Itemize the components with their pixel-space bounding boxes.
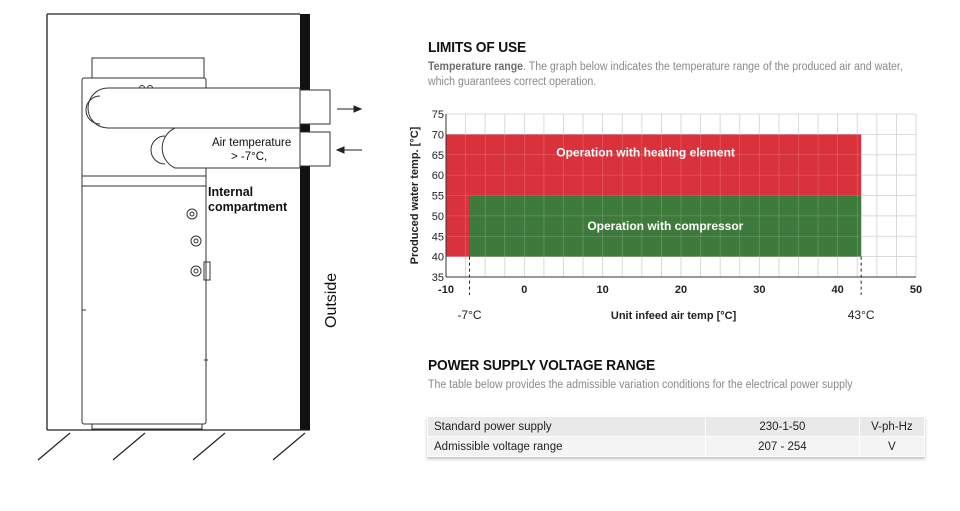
x-tick-label: 0	[521, 284, 528, 296]
y-tick-label: 70	[431, 129, 444, 142]
table-row	[428, 417, 925, 437]
limits-title: LIMITS OF USE	[428, 39, 527, 56]
air-ducts	[86, 88, 330, 168]
y-tick-label: 55	[431, 190, 444, 203]
y-tick-label: 50	[431, 210, 444, 223]
x-tick-label: 50	[909, 284, 923, 296]
x-axis-label: Unit infeed air temp [°C]	[610, 310, 737, 322]
x-tick-label: 30	[753, 284, 766, 296]
outside-wall	[300, 14, 310, 430]
row-unit: V	[859, 437, 924, 457]
row-value: 207 - 254	[706, 437, 860, 457]
outside-label: Outside	[323, 272, 340, 328]
air-temperature-label-1: Air temperature	[212, 137, 292, 149]
chart-regions	[446, 114, 916, 277]
pipe-fittings	[187, 209, 210, 280]
region-label: Operation with heating element	[556, 145, 735, 160]
y-tick-label: 40	[431, 251, 444, 264]
air-flow-arrows	[337, 106, 362, 153]
limits-description	[428, 60, 916, 90]
y-tick-label: 75	[431, 109, 444, 121]
y-axis-label: Produced water temp. [°C]	[409, 126, 421, 265]
temperature-range-chart	[400, 100, 940, 330]
y-tick-label: 35	[431, 272, 444, 284]
row-unit: V-ph-Hz	[859, 417, 924, 437]
row-value: 230-1-50	[706, 417, 860, 437]
power-description: The table below provides the admissible variation conditions for the electrical power supply	[428, 379, 853, 391]
x-tick-label: 10	[596, 284, 609, 296]
marker-label: 43°C	[847, 308, 875, 322]
installation-diagram	[0, 0, 400, 511]
power-supply-table	[427, 416, 925, 457]
y-tick-label: 65	[431, 149, 444, 162]
row-label: Standard power supply	[428, 417, 706, 437]
air-temperature-label-2: > -7°C,	[231, 151, 268, 163]
row-label: Admissible voltage range	[428, 437, 706, 457]
internal-compartment-label-2: compartment	[208, 200, 288, 214]
internal-compartment-label-1: Internal	[208, 185, 254, 199]
table-row	[428, 437, 925, 457]
region-label: Operation with compressor	[587, 219, 744, 234]
x-tick-label: 40	[831, 284, 844, 296]
y-tick-label: 45	[431, 231, 444, 244]
y-tick-label: 60	[431, 170, 444, 183]
power-title: POWER SUPPLY VOLTAGE RANGE	[428, 357, 656, 374]
marker-label: -7°C	[457, 308, 482, 322]
limits-description-bold: Temperature range	[428, 61, 524, 73]
x-tick-label: 20	[674, 284, 688, 296]
x-tick-label: -10	[438, 284, 454, 296]
limits-description-rest: . The graph below indicates the temperature range of the produced air and water, which guarantees correct operation.	[428, 61, 903, 88]
